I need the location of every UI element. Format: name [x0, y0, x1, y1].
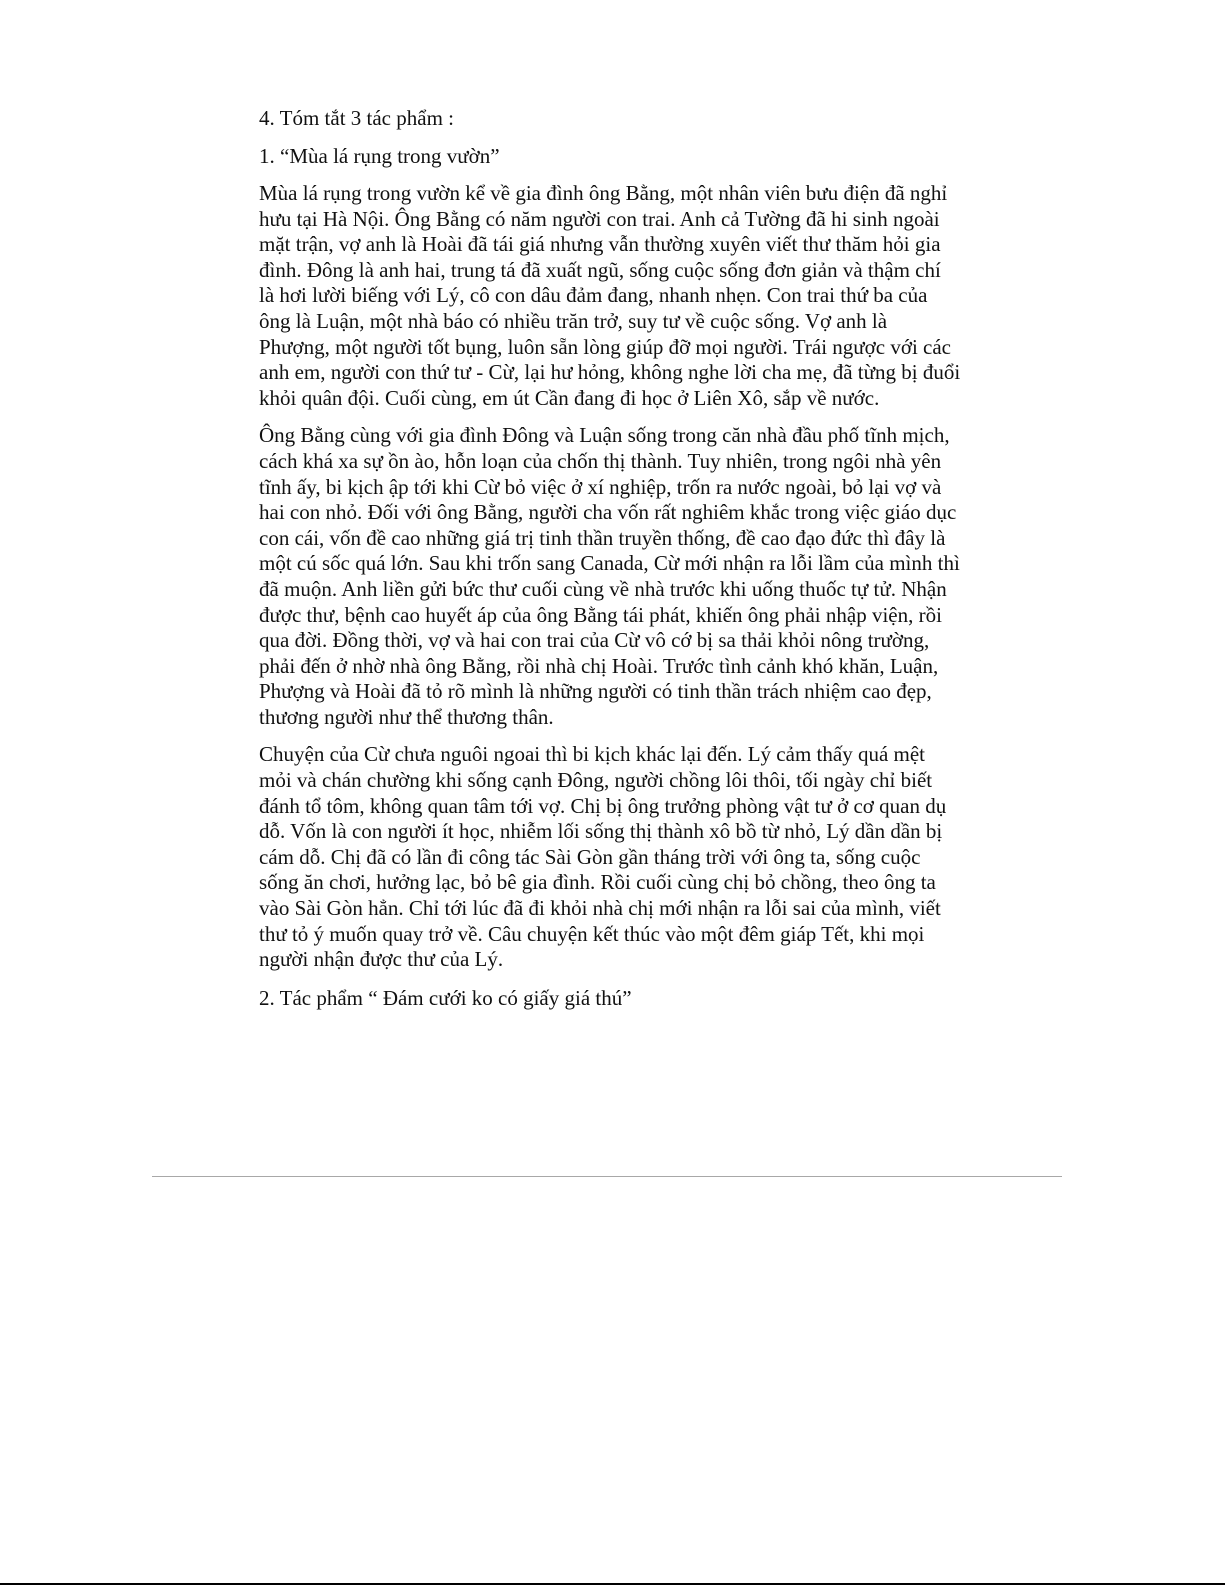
- paragraph-line: mỏi và chán chường khi sống cạnh Đông, người chồng lôi thôi, tối ngày chỉ biết: [259, 768, 933, 793]
- paragraph-line: tĩnh ấy, bi kịch ập tới khi Cừ bỏ việc ở xí nghiệp, trốn ra nước ngoài, bỏ lại vợ và: [259, 474, 942, 499]
- paragraph-line: qua đời. Đồng thời, vợ và hai con trai của Cừ vô cớ bị sa thải khỏi nông trường,: [259, 628, 930, 653]
- paragraph-3: [259, 742, 959, 972]
- paragraph-line: sống ăn chơi, hưởng lạc, bỏ bê gia đình. Rồi cuối cùng chị bỏ chồng, theo ông ta: [259, 870, 936, 895]
- paragraph-line: Phượng và Hoài đã tỏ rõ mình là những người có tinh thần trách nhiệm cao đẹp,: [259, 679, 932, 704]
- page-divider: [152, 1176, 1062, 1177]
- paragraph-line: đã muộn. Anh liền gửi bức thư cuối cùng về nhà trước khi uống thuốc tự tử. Nhận: [259, 576, 947, 601]
- paragraph-line: là hơi lười biếng với Lý, cô con dâu đảm đang, nhanh nhẹn. Con trai thứ ba của: [259, 283, 928, 308]
- paragraph-line: dỗ. Vốn là con người ít học, nhiễm lối sống thị thành xô bồ từ nhỏ, Lý dần dần bị: [259, 819, 943, 844]
- paragraph-line: hai con nhỏ. Đối với ông Bằng, người cha vốn rất nghiêm khắc trong việc giáo dục: [259, 500, 957, 525]
- paragraph-line: anh em, người con thứ tư - Cừ, lại hư hỏng, không nghe lời cha mẹ, đã từng bị đuổi: [259, 360, 961, 385]
- paragraph-line: cách khá xa sự ồn ào, hỗn loạn của chốn thị thành. Tuy nhiên, trong ngôi nhà yên: [259, 448, 942, 473]
- paragraph-line: mặt trận, vợ anh là Hoài đã tái giá nhưng vẫn thường xuyên viết thư thăm hỏi gia: [259, 232, 941, 257]
- paragraph-line: con cái, vốn đề cao những giá trị tinh thần truyền thống, đề cao đạo đức thì đây là: [259, 525, 946, 550]
- paragraph-line: thư tỏ ý muốn quay trở về. Câu chuyện kết thúc vào một đêm giáp Tết, khi mọi: [259, 921, 925, 946]
- paragraph-line: vào Sài Gòn hẳn. Chỉ tới lúc đã đi khỏi nhà chị mới nhận ra lỗi sai của mình, viết: [259, 896, 941, 921]
- paragraph-line: thương người như thể thương thân.: [259, 704, 554, 729]
- paragraph-line: được thư, bệnh cao huyết áp của ông Bằng tái phát, khiến ông phải nhập viện, rồi: [259, 602, 942, 627]
- paragraph-line: một cú sốc quá lớn. Sau khi trốn sang Canada, Cừ mới nhận ra lỗi lầm của mình thì: [259, 551, 960, 576]
- document-body: [259, 105, 959, 1023]
- paragraph-line: phải đến ở nhờ nhà ông Bằng, rồi nhà chị Hoài. Trước tình cảnh khó khăn, Luận,: [259, 653, 939, 678]
- paragraph-line: đình. Đông là anh hai, trung tá đã xuất ngũ, sống cuộc sống đơn giản và thậm chí: [259, 257, 941, 282]
- heading: 4. Tóm tắt 3 tác phẩm :: [259, 106, 454, 130]
- paragraph-line: đánh tổ tôm, không quan tâm tới vợ. Chị bị ông trưởng phòng vật tư ở cơ quan dụ: [259, 793, 947, 818]
- paragraph-line: ông là Luận, một nhà báo có nhiều trăn trở, suy tư về cuộc sống. Vợ anh là: [259, 308, 888, 333]
- paragraph-line: khỏi quân đội. Cuối cùng, em út Cần đang đi học ở Liên Xô, sắp về nước.: [259, 385, 880, 410]
- section-title-2: 2. Tác phẩm “ Đám cưới ko có giấy giá thú”: [259, 985, 632, 1010]
- paragraph-line: hưu tại Hà Nội. Ông Bằng có năm người con trai. Anh cả Tường đã hi sinh ngoài: [259, 206, 940, 231]
- paragraph-line: Phượng, một người tốt bụng, luôn sẵn lòng giúp đỡ mọi người. Trái ngược với các: [259, 334, 951, 359]
- paragraph-line: Mùa lá rụng trong vườn kể về gia đình ông Bằng, một nhân viên bưu điện đã nghỉ: [259, 181, 948, 205]
- paragraph-line: Ông Bằng cùng với gia đình Đông và Luận sống trong căn nhà đầu phố tĩnh mịch,: [259, 423, 950, 448]
- section-title-1: 1. “Mùa lá rụng trong vườn”: [259, 144, 500, 168]
- paragraph-line: cám dỗ. Chị đã có lần đi công tác Sài Gòn gần tháng trời với ông ta, sống cuộc: [259, 844, 921, 869]
- paragraph-line: Chuyện của Cừ chưa nguôi ngoai thì bi kịch khác lại đến. Lý cảm thấy quá mệt: [259, 742, 926, 767]
- paragraph-1: [259, 181, 959, 411]
- paragraph-2: [259, 423, 959, 730]
- paragraph-line: người nhận được thư của Lý.: [259, 947, 504, 972]
